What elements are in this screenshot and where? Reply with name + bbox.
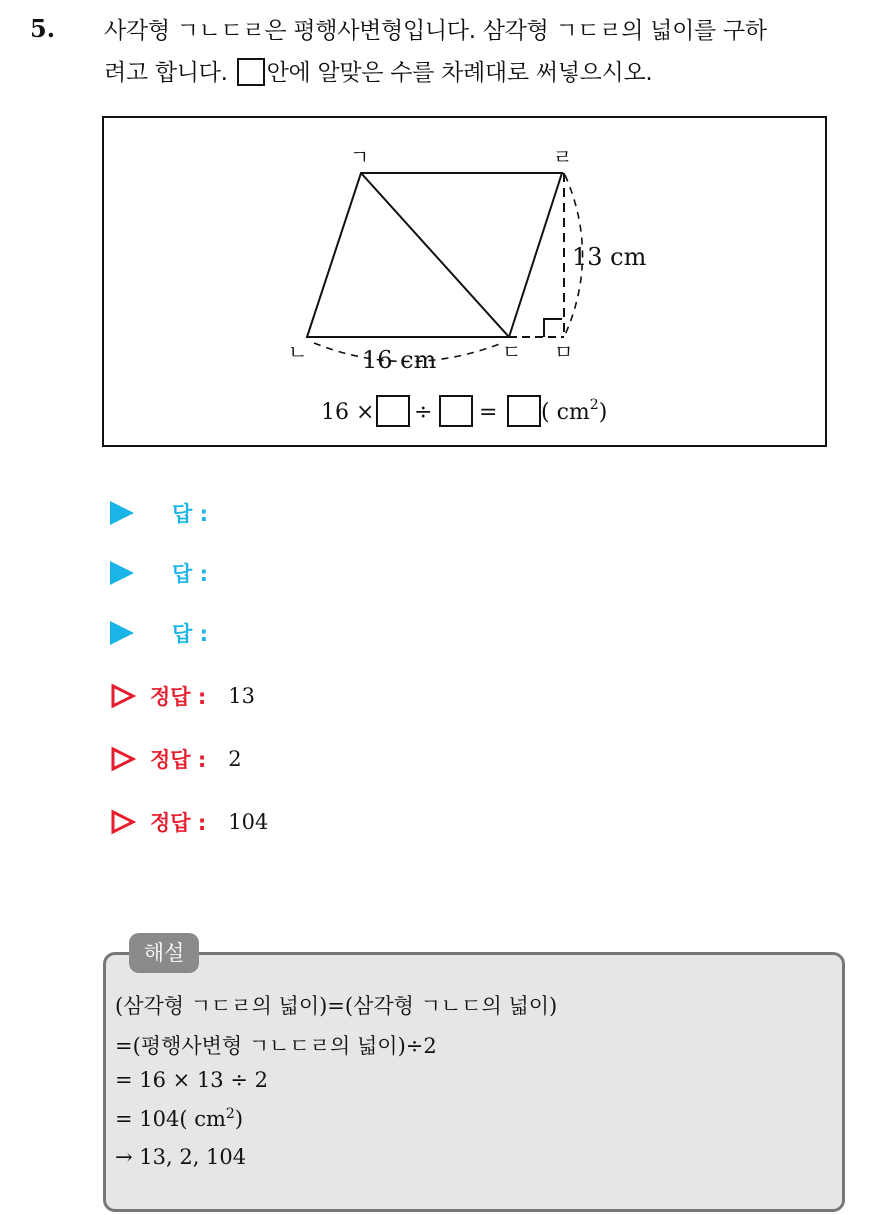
explanation-line-2: =(평행사변형 ㄱㄴㄷㄹ의 넓이)÷2	[115, 1034, 437, 1058]
question-text-after: 안에 알맞은 수를 차례대로 써넣으시오.	[266, 60, 653, 86]
formula-blank-2	[440, 396, 472, 426]
explanation-line-4-exp: 2	[225, 1106, 235, 1122]
answer-label: 답 :	[172, 622, 208, 646]
parallelogram-diagram	[104, 118, 829, 449]
formula-eq-sign: =	[479, 400, 498, 425]
correct-answer-value: 13	[228, 684, 256, 708]
formula-blank-1	[377, 396, 409, 426]
correct-answer-label: 정답 :	[150, 748, 207, 772]
correct-answer-row-3	[110, 804, 268, 840]
outline-triangle-icon	[110, 809, 136, 835]
explanation-line-5: → 13, 2, 104	[115, 1145, 247, 1169]
formula-unit-exp: 2	[589, 397, 599, 413]
formula-blank-3	[508, 396, 540, 426]
explanation-line-4	[115, 1106, 243, 1131]
explanation-line-4-main: = 104( cm	[115, 1107, 226, 1131]
vertex-label-c: ㄷ	[502, 340, 522, 364]
explanation-line-4-close: )	[234, 1107, 244, 1131]
base-label: 16 cm	[362, 346, 437, 374]
correct-answer-row-2	[110, 741, 242, 777]
play-triangle-icon	[110, 561, 134, 585]
diagonal-line	[361, 173, 509, 337]
question-text-before: 려고 합니다.	[104, 60, 228, 86]
correct-answer-row-1	[110, 678, 255, 714]
formula-unit-open: ( cm	[541, 400, 590, 425]
explanation-line-1: (삼각형 ㄱㄷㄹ의 넓이)=(삼각형 ㄱㄴㄷ의 넓이)	[115, 994, 558, 1018]
correct-answer-value: 2	[228, 747, 242, 771]
outline-triangle-icon	[110, 746, 136, 772]
question-text-line2	[104, 54, 652, 87]
formula-div-sign: ÷	[414, 400, 433, 425]
formula-unit-close: )	[598, 400, 608, 425]
formula-unit	[541, 397, 607, 425]
correct-answer-label: 정답 :	[150, 685, 207, 709]
formula-start: 16 ×	[321, 400, 375, 425]
answer-label: 답 :	[172, 562, 208, 586]
correct-answer-value: 104	[228, 810, 269, 834]
right-angle-mark	[544, 319, 562, 337]
play-triangle-icon	[110, 621, 134, 645]
play-triangle-icon	[110, 501, 134, 525]
question-number: 5.	[30, 14, 56, 43]
vertex-label-e: ㅁ	[554, 340, 574, 364]
answer-label: 답 :	[172, 502, 208, 526]
answer-row-2	[110, 555, 208, 591]
question-text-line1: 사각형 ㄱㄴㄷㄹ은 평행사변형입니다. 삼각형 ㄱㄷㄹ의 넓이를 구하	[104, 18, 767, 44]
vertex-label-b: ㄴ	[288, 340, 308, 364]
answer-row-3	[110, 615, 208, 651]
figure-box	[102, 116, 827, 447]
explanation-tab: 해설	[129, 933, 199, 973]
vertex-label-d: ㄹ	[553, 145, 573, 169]
vertex-label-a: ㄱ	[350, 145, 370, 169]
correct-answer-label: 정답 :	[150, 811, 207, 835]
explanation-line-3: = 16 × 13 ÷ 2	[115, 1068, 268, 1092]
height-label: 13 cm	[572, 243, 647, 271]
answer-row-1	[110, 495, 208, 531]
outline-triangle-icon	[110, 683, 136, 709]
blank-box-icon	[237, 58, 265, 86]
